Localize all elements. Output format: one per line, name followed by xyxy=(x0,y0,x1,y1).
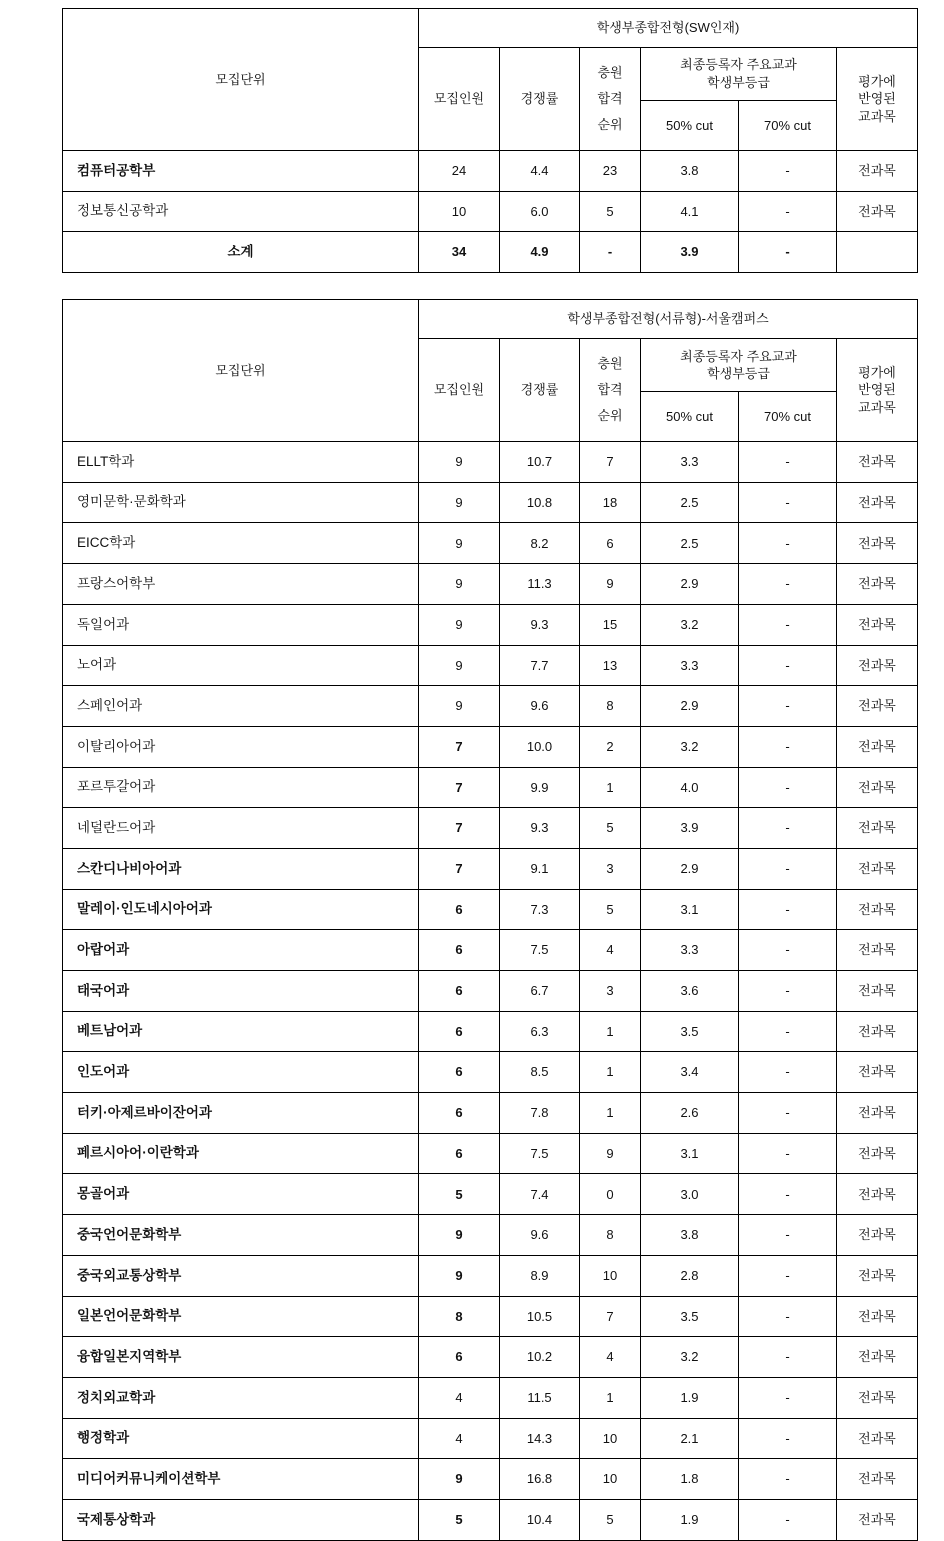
table-row xyxy=(63,482,918,523)
header-cut50: 50% cut xyxy=(641,101,739,151)
header-ratio: 경쟁률 xyxy=(500,339,580,442)
cell-unit-name: 터키·아제르바이잔어과 xyxy=(63,1093,419,1134)
cell-reflected-subjects: 전과목 xyxy=(837,151,918,192)
cell-cut50: 3.3 xyxy=(641,645,739,686)
cell-quota: 9 xyxy=(419,1215,500,1256)
table-row-subtotal xyxy=(63,232,918,273)
cell-competition-ratio: 9.9 xyxy=(500,767,580,808)
table-row xyxy=(63,523,918,564)
cell-cut70: - xyxy=(739,808,837,849)
header-additional-rank-line-3: 순위 xyxy=(597,117,623,132)
cell-quota: 7 xyxy=(419,848,500,889)
table-row xyxy=(63,604,918,645)
header-final-grade xyxy=(641,48,837,101)
cell-cut50: 2.9 xyxy=(641,686,739,727)
cell-reflected-subjects: 전과목 xyxy=(837,1215,918,1256)
cell-additional-rank: 5 xyxy=(580,1499,641,1540)
cell-unit-name: 독일어과 xyxy=(63,604,419,645)
cell-competition-ratio: 4.9 xyxy=(500,232,580,273)
cell-cut50: 2.5 xyxy=(641,482,739,523)
cell-reflected-subjects: 전과목 xyxy=(837,564,918,605)
cell-cut50: 3.9 xyxy=(641,232,739,273)
cell-reflected-subjects: 전과목 xyxy=(837,191,918,232)
cell-quota: 6 xyxy=(419,1337,500,1378)
table-row xyxy=(63,930,918,971)
cell-quota: 9 xyxy=(419,523,500,564)
cell-reflected-subjects: 전과목 xyxy=(837,971,918,1012)
cell-unit-name: 아랍어과 xyxy=(63,930,419,971)
cell-quota: 24 xyxy=(419,151,500,192)
cell-unit-name: 일본언어문화학부 xyxy=(63,1296,419,1337)
cell-cut70: - xyxy=(739,726,837,767)
cell-competition-ratio: 6.3 xyxy=(500,1011,580,1052)
header-additional-rank-line-1: 충원 xyxy=(597,356,623,372)
cell-cut50: 2.9 xyxy=(641,848,739,889)
cell-additional-rank: 5 xyxy=(580,191,641,232)
cell-competition-ratio: 9.6 xyxy=(500,686,580,727)
cell-reflected-subjects: 전과목 xyxy=(837,604,918,645)
table-body xyxy=(63,151,918,273)
cell-cut70: - xyxy=(739,1296,837,1337)
table-header xyxy=(63,9,918,151)
cell-cut50: 3.3 xyxy=(641,930,739,971)
cell-unit-name: 인도어과 xyxy=(63,1052,419,1093)
cell-additional-rank: 8 xyxy=(580,686,641,727)
cell-unit-name: 노어과 xyxy=(63,645,419,686)
cell-cut70: - xyxy=(739,645,837,686)
cell-cut50: 3.2 xyxy=(641,604,739,645)
cell-reflected-subjects: 전과목 xyxy=(837,1174,918,1215)
cell-unit-name: 행정학과 xyxy=(63,1418,419,1459)
cell-quota: 9 xyxy=(419,1255,500,1296)
cell-quota: 9 xyxy=(419,442,500,483)
table-row xyxy=(63,971,918,1012)
cell-competition-ratio: 4.4 xyxy=(500,151,580,192)
cell-cut50: 2.6 xyxy=(641,1093,739,1134)
cell-cut50: 2.9 xyxy=(641,564,739,605)
cell-competition-ratio: 8.5 xyxy=(500,1052,580,1093)
cell-cut50: 2.5 xyxy=(641,523,739,564)
cell-quota: 4 xyxy=(419,1377,500,1418)
cell-quota: 5 xyxy=(419,1174,500,1215)
cell-unit-name: 국제통상학과 xyxy=(63,1499,419,1540)
cell-competition-ratio: 6.0 xyxy=(500,191,580,232)
cell-cut70: - xyxy=(739,1133,837,1174)
cell-reflected-subjects: 전과목 xyxy=(837,645,918,686)
cell-additional-rank: 1 xyxy=(580,1093,641,1134)
cell-quota: 9 xyxy=(419,1459,500,1500)
cell-unit-name: 컴퓨터공학부 xyxy=(63,151,419,192)
cell-additional-rank: 2 xyxy=(580,726,641,767)
cell-cut70: - xyxy=(739,1011,837,1052)
cell-additional-rank: 8 xyxy=(580,1215,641,1256)
cell-cut70: - xyxy=(739,930,837,971)
cell-quota: 4 xyxy=(419,1418,500,1459)
cell-cut70: - xyxy=(739,482,837,523)
header-final-grade-line-1: 최종등록자 주요교과 xyxy=(680,57,797,73)
cell-unit-name: 정보통신공학과 xyxy=(63,191,419,232)
table-row xyxy=(63,1296,918,1337)
table-row xyxy=(63,848,918,889)
header-unit: 모집단위 xyxy=(63,300,419,442)
cell-additional-rank: 10 xyxy=(580,1255,641,1296)
header-track-title: 학생부종합전형(SW인재) xyxy=(419,9,918,48)
cell-cut70: - xyxy=(739,1499,837,1540)
table-row xyxy=(63,1377,918,1418)
table-row xyxy=(63,151,918,192)
cell-additional-rank: 10 xyxy=(580,1459,641,1500)
header-reflected-subjects-line-1: 평가에 xyxy=(858,73,896,89)
header-row-track xyxy=(63,300,918,339)
cell-quota: 6 xyxy=(419,1011,500,1052)
cell-cut50: 1.8 xyxy=(641,1459,739,1500)
table-row xyxy=(63,1499,918,1540)
cell-additional-rank: 1 xyxy=(580,1011,641,1052)
cell-cut70: - xyxy=(739,1174,837,1215)
cell-additional-rank: 0 xyxy=(580,1174,641,1215)
table-row xyxy=(63,1052,918,1093)
cell-additional-rank: 1 xyxy=(580,1052,641,1093)
cell-cut50: 1.9 xyxy=(641,1499,739,1540)
cell-reflected-subjects xyxy=(837,232,918,273)
header-quota: 모집인원 xyxy=(419,48,500,151)
table-row xyxy=(63,564,918,605)
cell-unit-name: 포르투갈어과 xyxy=(63,767,419,808)
cell-competition-ratio: 8.2 xyxy=(500,523,580,564)
cell-additional-rank: 9 xyxy=(580,564,641,605)
cell-additional-rank: 23 xyxy=(580,151,641,192)
header-cut70: 70% cut xyxy=(739,392,837,442)
cell-reflected-subjects: 전과목 xyxy=(837,930,918,971)
header-final-grade-line-2: 학생부등급 xyxy=(707,75,770,90)
cell-quota: 7 xyxy=(419,767,500,808)
cell-cut50: 3.5 xyxy=(641,1011,739,1052)
cell-cut70: - xyxy=(739,848,837,889)
cell-cut50: 3.1 xyxy=(641,889,739,930)
table-body xyxy=(63,442,918,1541)
cell-unit-name: 이탈리아어과 xyxy=(63,726,419,767)
cell-reflected-subjects: 전과목 xyxy=(837,848,918,889)
header-reflected-subjects-line-1: 평가에 xyxy=(858,364,896,380)
cell-reflected-subjects: 전과목 xyxy=(837,442,918,483)
table-row xyxy=(63,1174,918,1215)
cell-unit-name: 미디어커뮤니케이션학부 xyxy=(63,1459,419,1500)
cell-unit-name: 스페인어과 xyxy=(63,686,419,727)
table-row xyxy=(63,645,918,686)
header-additional-rank-line-1: 충원 xyxy=(597,65,623,80)
cell-cut70: - xyxy=(739,564,837,605)
cell-competition-ratio: 10.2 xyxy=(500,1337,580,1378)
cell-cut70: - xyxy=(739,191,837,232)
header-reflected-subjects xyxy=(837,48,918,151)
cell-additional-rank: - xyxy=(580,232,641,273)
cell-competition-ratio: 10.0 xyxy=(500,726,580,767)
cell-additional-rank: 9 xyxy=(580,1133,641,1174)
cell-quota: 5 xyxy=(419,1499,500,1540)
table-row xyxy=(63,1011,918,1052)
cell-cut70: - xyxy=(739,151,837,192)
table-row xyxy=(63,686,918,727)
cell-additional-rank: 15 xyxy=(580,604,641,645)
cell-cut70: - xyxy=(739,1377,837,1418)
cell-competition-ratio: 6.7 xyxy=(500,971,580,1012)
table-row xyxy=(63,1255,918,1296)
cell-additional-rank: 13 xyxy=(580,645,641,686)
cell-cut50: 3.6 xyxy=(641,971,739,1012)
header-final-grade-line-2: 학생부등급 xyxy=(707,366,770,382)
cell-cut50: 3.1 xyxy=(641,1133,739,1174)
header-additional-rank xyxy=(580,339,641,442)
cell-reflected-subjects: 전과목 xyxy=(837,1377,918,1418)
cell-reflected-subjects: 전과목 xyxy=(837,1255,918,1296)
cell-competition-ratio: 16.8 xyxy=(500,1459,580,1500)
cell-cut70: - xyxy=(739,604,837,645)
table-row xyxy=(63,1133,918,1174)
cell-unit-name: 프랑스어학부 xyxy=(63,564,419,605)
cell-quota: 9 xyxy=(419,564,500,605)
cell-cut70: - xyxy=(739,232,837,273)
cell-cut70: - xyxy=(739,767,837,808)
cell-additional-rank: 7 xyxy=(580,1296,641,1337)
cell-additional-rank: 3 xyxy=(580,848,641,889)
cell-unit-name: 중국언어문화학부 xyxy=(63,1215,419,1256)
cell-unit-name: 영미문학·문화학과 xyxy=(63,482,419,523)
admissions-table-document-seoul xyxy=(62,299,918,1541)
table-row xyxy=(63,726,918,767)
cell-quota: 6 xyxy=(419,971,500,1012)
cell-additional-rank: 7 xyxy=(580,442,641,483)
header-additional-rank-line-2: 합격 xyxy=(597,382,623,398)
admissions-table-sw-talent xyxy=(62,8,918,273)
cell-additional-rank: 5 xyxy=(580,889,641,930)
table-row xyxy=(63,889,918,930)
cell-unit-name: 베트남어과 xyxy=(63,1011,419,1052)
table-row xyxy=(63,808,918,849)
cell-unit-name: EICC학과 xyxy=(63,523,419,564)
cell-quota: 9 xyxy=(419,604,500,645)
cell-quota: 9 xyxy=(419,686,500,727)
cell-quota: 10 xyxy=(419,191,500,232)
cell-cut70: - xyxy=(739,1418,837,1459)
cell-cut70: - xyxy=(739,1337,837,1378)
cell-cut70: - xyxy=(739,971,837,1012)
header-unit: 모집단위 xyxy=(63,9,419,151)
header-reflected-subjects-line-3: 교과목 xyxy=(858,399,896,415)
cell-quota: 6 xyxy=(419,930,500,971)
header-additional-rank xyxy=(580,48,641,151)
table-row xyxy=(63,191,918,232)
cell-reflected-subjects: 전과목 xyxy=(837,523,918,564)
table-row xyxy=(63,1459,918,1500)
cell-quota: 7 xyxy=(419,808,500,849)
cell-competition-ratio: 7.5 xyxy=(500,1133,580,1174)
cell-cut50: 3.5 xyxy=(641,1296,739,1337)
cell-unit-name: 태국어과 xyxy=(63,971,419,1012)
cell-cut70: - xyxy=(739,1255,837,1296)
cell-reflected-subjects: 전과목 xyxy=(837,482,918,523)
cell-additional-rank: 1 xyxy=(580,1377,641,1418)
cell-reflected-subjects: 전과목 xyxy=(837,1296,918,1337)
cell-competition-ratio: 7.4 xyxy=(500,1174,580,1215)
cell-reflected-subjects: 전과목 xyxy=(837,1499,918,1540)
cell-additional-rank: 5 xyxy=(580,808,641,849)
cell-unit-name: ELLT학과 xyxy=(63,442,419,483)
cell-cut50: 3.8 xyxy=(641,151,739,192)
table-row xyxy=(63,1337,918,1378)
header-reflected-subjects-line-2: 반영된 xyxy=(858,382,896,398)
cell-competition-ratio: 7.5 xyxy=(500,930,580,971)
cell-cut50: 3.0 xyxy=(641,1174,739,1215)
cell-cut50: 4.1 xyxy=(641,191,739,232)
header-additional-rank-line-3: 순위 xyxy=(597,408,623,424)
cell-quota: 34 xyxy=(419,232,500,273)
cell-competition-ratio: 10.4 xyxy=(500,1499,580,1540)
cell-unit-name: 페르시아어·이란학과 xyxy=(63,1133,419,1174)
header-cut70: 70% cut xyxy=(739,101,837,151)
cell-competition-ratio: 7.7 xyxy=(500,645,580,686)
cell-reflected-subjects: 전과목 xyxy=(837,1093,918,1134)
cell-additional-rank: 4 xyxy=(580,930,641,971)
cell-reflected-subjects: 전과목 xyxy=(837,1052,918,1093)
cell-cut50: 3.3 xyxy=(641,442,739,483)
cell-competition-ratio: 8.9 xyxy=(500,1255,580,1296)
header-final-grade xyxy=(641,339,837,392)
cell-cut50: 4.0 xyxy=(641,767,739,808)
cell-quota: 7 xyxy=(419,726,500,767)
cell-cut50: 1.9 xyxy=(641,1377,739,1418)
header-cut50: 50% cut xyxy=(641,392,739,442)
cell-cut70: - xyxy=(739,1459,837,1500)
table-header xyxy=(63,300,918,442)
cell-competition-ratio: 10.8 xyxy=(500,482,580,523)
cell-competition-ratio: 14.3 xyxy=(500,1418,580,1459)
cell-reflected-subjects: 전과목 xyxy=(837,1418,918,1459)
cell-cut70: - xyxy=(739,1093,837,1134)
cell-additional-rank: 6 xyxy=(580,523,641,564)
cell-competition-ratio: 11.3 xyxy=(500,564,580,605)
cell-unit-name: 몽골어과 xyxy=(63,1174,419,1215)
cell-unit-name: 말레이·인도네시아어과 xyxy=(63,889,419,930)
cell-unit-name: 네덜란드어과 xyxy=(63,808,419,849)
cell-reflected-subjects: 전과목 xyxy=(837,808,918,849)
table-row xyxy=(63,1418,918,1459)
cell-competition-ratio: 9.3 xyxy=(500,808,580,849)
cell-unit-name: 융합일본지역학부 xyxy=(63,1337,419,1378)
cell-cut50: 3.2 xyxy=(641,1337,739,1378)
cell-reflected-subjects: 전과목 xyxy=(837,1011,918,1052)
cell-reflected-subjects: 전과목 xyxy=(837,767,918,808)
cell-additional-rank: 3 xyxy=(580,971,641,1012)
cell-competition-ratio: 9.3 xyxy=(500,604,580,645)
cell-quota: 8 xyxy=(419,1296,500,1337)
cell-quota: 6 xyxy=(419,889,500,930)
cell-competition-ratio: 9.6 xyxy=(500,1215,580,1256)
header-reflected-subjects-line-3: 교과목 xyxy=(858,108,896,124)
cell-additional-rank: 18 xyxy=(580,482,641,523)
tables-container xyxy=(62,8,944,1541)
header-reflected-subjects-line-2: 반영된 xyxy=(858,91,896,107)
cell-additional-rank: 1 xyxy=(580,767,641,808)
table-row xyxy=(63,1093,918,1134)
cell-unit-name: 스칸디나비아어과 xyxy=(63,848,419,889)
cell-cut50: 3.4 xyxy=(641,1052,739,1093)
cell-cut50: 2.8 xyxy=(641,1255,739,1296)
cell-competition-ratio: 11.5 xyxy=(500,1377,580,1418)
cell-quota: 6 xyxy=(419,1133,500,1174)
header-additional-rank-line-2: 합격 xyxy=(597,91,623,106)
cell-unit-name: 중국외교통상학부 xyxy=(63,1255,419,1296)
table-row xyxy=(63,767,918,808)
cell-cut70: - xyxy=(739,523,837,564)
cell-quota: 9 xyxy=(419,645,500,686)
cell-cut70: - xyxy=(739,686,837,727)
cell-quota: 9 xyxy=(419,482,500,523)
cell-cut70: - xyxy=(739,1052,837,1093)
cell-cut70: - xyxy=(739,442,837,483)
cell-quota: 6 xyxy=(419,1052,500,1093)
cell-competition-ratio: 10.7 xyxy=(500,442,580,483)
cell-reflected-subjects: 전과목 xyxy=(837,1337,918,1378)
header-final-grade-line-1: 최종등록자 주요교과 xyxy=(680,348,797,364)
cell-unit-name: 정치외교학과 xyxy=(63,1377,419,1418)
header-row-track xyxy=(63,9,918,48)
header-reflected-subjects xyxy=(837,339,918,442)
cell-cut50: 3.9 xyxy=(641,808,739,849)
cell-reflected-subjects: 전과목 xyxy=(837,1133,918,1174)
cell-reflected-subjects: 전과목 xyxy=(837,686,918,727)
cell-cut50: 2.1 xyxy=(641,1418,739,1459)
cell-competition-ratio: 9.1 xyxy=(500,848,580,889)
cell-cut70: - xyxy=(739,889,837,930)
cell-cut50: 3.2 xyxy=(641,726,739,767)
cell-additional-rank: 4 xyxy=(580,1337,641,1378)
header-track-title: 학생부종합전형(서류형)-서울캠퍼스 xyxy=(419,300,918,339)
cell-cut70: - xyxy=(739,1215,837,1256)
cell-cut50: 3.8 xyxy=(641,1215,739,1256)
cell-competition-ratio: 7.8 xyxy=(500,1093,580,1134)
table-row xyxy=(63,1215,918,1256)
cell-competition-ratio: 7.3 xyxy=(500,889,580,930)
cell-additional-rank: 10 xyxy=(580,1418,641,1459)
cell-competition-ratio: 10.5 xyxy=(500,1296,580,1337)
cell-reflected-subjects: 전과목 xyxy=(837,1459,918,1500)
cell-unit-name: 소계 xyxy=(63,232,419,273)
cell-reflected-subjects: 전과목 xyxy=(837,889,918,930)
header-quota: 모집인원 xyxy=(419,339,500,442)
header-ratio: 경쟁률 xyxy=(500,48,580,151)
cell-reflected-subjects: 전과목 xyxy=(837,726,918,767)
table-row xyxy=(63,442,918,483)
cell-quota: 6 xyxy=(419,1093,500,1134)
